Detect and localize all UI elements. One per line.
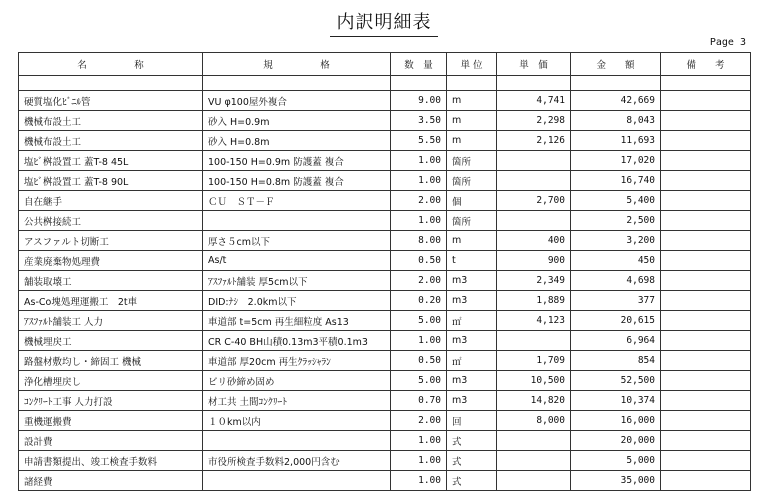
page-number: Page 3 [709,37,746,48]
table-row [19,191,751,211]
item-name: As-Co塊処理運搬工 2t車 [19,291,203,311]
item-amount: 52,500 [571,371,661,391]
item-name: 塩ﾋﾞ桝設置工 蓋T-8 90L [19,171,203,191]
item-unit: 箇所 [447,151,497,171]
item-amount: 3,200 [571,231,661,251]
item-name: 路盤材敷均し・締固工 機械 [19,351,203,371]
item-unit: 式 [447,471,497,491]
item-unit-price: 1,889 [497,291,571,311]
item-unit-price: 10,500 [497,371,571,391]
table-row [19,251,751,271]
item-unit-price: 14,820 [497,391,571,411]
item-remarks [661,371,751,391]
item-name: 機械布設土工 [19,131,203,151]
item-remarks [661,91,751,111]
item-amount: 10,374 [571,391,661,411]
item-spec: ｱｽﾌｧﾙﾄ舗装 厚5cm以下 [203,271,391,291]
header-unit: 単 位 [447,53,497,76]
item-spec: ＣＵ ＳＴ－Ｆ [203,191,391,211]
item-amount: 16,000 [571,411,661,431]
item-unit: 回 [447,411,497,431]
item-spec: 車道部 厚20cm 再生ｸﾗｯｼｬﾗﾝ [203,351,391,371]
item-spec: ビリ砂締め固め [203,371,391,391]
item-remarks [661,151,751,171]
item-unit: m3 [447,291,497,311]
item-quantity: 1.00 [391,171,447,191]
table-row [19,291,751,311]
header-unit-price: 単 価 [497,53,571,76]
item-name: 産業廃棄物処理費 [19,251,203,271]
item-name: アスファルト切断工 [19,231,203,251]
item-quantity: 5.00 [391,371,447,391]
item-spec [203,431,391,451]
item-quantity: 8.00 [391,231,447,251]
header-amount: 金 額 [571,53,661,76]
table-row [19,91,751,111]
item-spec: 100-150 H=0.9m 防護蓋 複合 [203,151,391,171]
item-quantity: 1.00 [391,471,447,491]
item-unit-price: 400 [497,231,571,251]
item-remarks [661,111,751,131]
item-quantity: 1.00 [391,331,447,351]
item-spec: VU φ100屋外複合 [203,91,391,111]
item-amount: 5,000 [571,451,661,471]
item-remarks [661,271,751,291]
item-unit: 式 [447,451,497,471]
item-name: 塩ﾋﾞ桝設置工 蓋T-8 45L [19,151,203,171]
item-amount: 4,698 [571,271,661,291]
item-name: 機械埋戻工 [19,331,203,351]
item-name: 舗装取壊工 [19,271,203,291]
item-amount: 5,400 [571,191,661,211]
item-remarks [661,351,751,371]
item-spec: 100-150 H=0.8m 防護蓋 複合 [203,171,391,191]
item-unit: m3 [447,331,497,351]
item-unit-price: 1,709 [497,351,571,371]
item-spec: CR C-40 BH山積0.13m3平積0.1m3 [203,331,391,351]
table-row [19,411,751,431]
item-name: 設計費 [19,431,203,451]
table-row [19,451,751,471]
item-unit: 式 [447,431,497,451]
item-spec: 砂入 H=0.8m [203,131,391,151]
item-name: 公共桝接続工 [19,211,203,231]
item-unit: m3 [447,371,497,391]
item-remarks [661,211,751,231]
item-name: 諸経費 [19,471,203,491]
item-remarks [661,231,751,251]
item-unit-price [497,151,571,171]
item-unit: 箇所 [447,211,497,231]
item-remarks [661,171,751,191]
table-row [19,151,751,171]
item-unit: m3 [447,271,497,291]
item-unit: m [447,131,497,151]
item-name: 自在継手 [19,191,203,211]
item-spec [203,471,391,491]
item-quantity: 1.00 [391,211,447,231]
item-amount: 16,740 [571,171,661,191]
table-body [19,76,751,491]
item-unit: ㎡ [447,311,497,331]
table-row [19,391,751,411]
item-spec: 市役所検査手数料2,000円含む [203,451,391,471]
item-quantity: 0.70 [391,391,447,411]
item-unit-price [497,171,571,191]
item-unit: m [447,111,497,131]
item-quantity: 1.00 [391,451,447,471]
item-amount: 6,964 [571,331,661,351]
item-spec: 車道部 t=5cm 再生細粒度 As13 [203,311,391,331]
item-remarks [661,431,751,451]
item-unit-price [497,331,571,351]
item-unit-price: 900 [497,251,571,271]
item-quantity: 2.00 [391,411,447,431]
item-quantity: 0.20 [391,291,447,311]
item-remarks [661,131,751,151]
item-quantity: 5.00 [391,311,447,331]
item-quantity: 1.00 [391,431,447,451]
item-unit-price: 2,298 [497,111,571,131]
table-header-row [19,53,751,76]
item-unit-price: 4,123 [497,311,571,331]
table-row [19,131,751,151]
item-spec: DID:ﾅｼ 2.0km以下 [203,291,391,311]
item-spec: As/t [203,251,391,271]
item-unit-price [497,431,571,451]
item-unit-price: 8,000 [497,411,571,431]
item-unit: 個 [447,191,497,211]
item-unit: m [447,231,497,251]
table-row [19,351,751,371]
table-row [19,171,751,191]
item-name: 申請書類提出、竣工検査手数料 [19,451,203,471]
item-amount: 8,043 [571,111,661,131]
header-name: 名 称 [19,53,203,76]
table-row [19,271,751,291]
header-quantity: 数 量 [391,53,447,76]
breakdown-table [18,52,751,491]
table-row [19,111,751,131]
document-title: 内訳明細表 [336,12,432,33]
table-row [19,331,751,351]
item-amount: 20,000 [571,431,661,451]
item-spec: 厚さ５cm以下 [203,231,391,251]
item-remarks [661,411,751,431]
item-remarks [661,191,751,211]
item-unit-price: 2,349 [497,271,571,291]
item-spec [203,211,391,231]
item-amount: 450 [571,251,661,271]
item-remarks [661,251,751,271]
item-unit: t [447,251,497,271]
item-name: 硬質塩化ﾋﾞﾆﾙ管 [19,91,203,111]
item-amount: 11,693 [571,131,661,151]
item-name: 機械布設土工 [19,111,203,131]
item-amount: 42,669 [571,91,661,111]
item-unit-price [497,451,571,471]
item-quantity: 3.50 [391,111,447,131]
item-unit-price [497,211,571,231]
item-amount: 20,615 [571,311,661,331]
item-unit: ㎡ [447,351,497,371]
item-name: 浄化槽埋戻し [19,371,203,391]
item-unit: m [447,91,497,111]
table-row [19,311,751,331]
table-row-blank [19,76,751,91]
table-row [19,431,751,451]
item-quantity: 2.00 [391,191,447,211]
item-unit-price: 2,126 [497,131,571,151]
item-amount: 854 [571,351,661,371]
table-row [19,231,751,251]
item-remarks [661,331,751,351]
item-name: ｱｽﾌｧﾙﾄ舗装工 人力 [19,311,203,331]
item-unit-price: 4,741 [497,91,571,111]
item-quantity: 0.50 [391,351,447,371]
table-row [19,371,751,391]
item-amount: 377 [571,291,661,311]
item-unit: 箇所 [447,171,497,191]
item-name: ｺﾝｸﾘｰﾄ工事 人力打設 [19,391,203,411]
header-spec: 規 格 [203,53,391,76]
item-unit-price [497,471,571,491]
item-remarks [661,391,751,411]
item-quantity: 5.50 [391,131,447,151]
item-quantity: 2.00 [391,271,447,291]
item-quantity: 0.50 [391,251,447,271]
item-spec: １０km以内 [203,411,391,431]
item-remarks [661,451,751,471]
item-unit: m3 [447,391,497,411]
item-remarks [661,311,751,331]
header-remarks: 備 考 [661,53,751,76]
item-quantity: 1.00 [391,151,447,171]
table-row [19,211,751,231]
title-underline [330,36,438,37]
item-amount: 17,020 [571,151,661,171]
item-remarks [661,291,751,311]
item-spec: 砂入 H=0.9m [203,111,391,131]
item-quantity: 9.00 [391,91,447,111]
item-amount: 2,500 [571,211,661,231]
item-remarks [661,471,751,491]
item-amount: 35,000 [571,471,661,491]
item-spec: 材工共 土間ｺﾝｸﾘｰﾄ [203,391,391,411]
item-name: 重機運搬費 [19,411,203,431]
item-unit-price: 2,700 [497,191,571,211]
table-row [19,471,751,491]
